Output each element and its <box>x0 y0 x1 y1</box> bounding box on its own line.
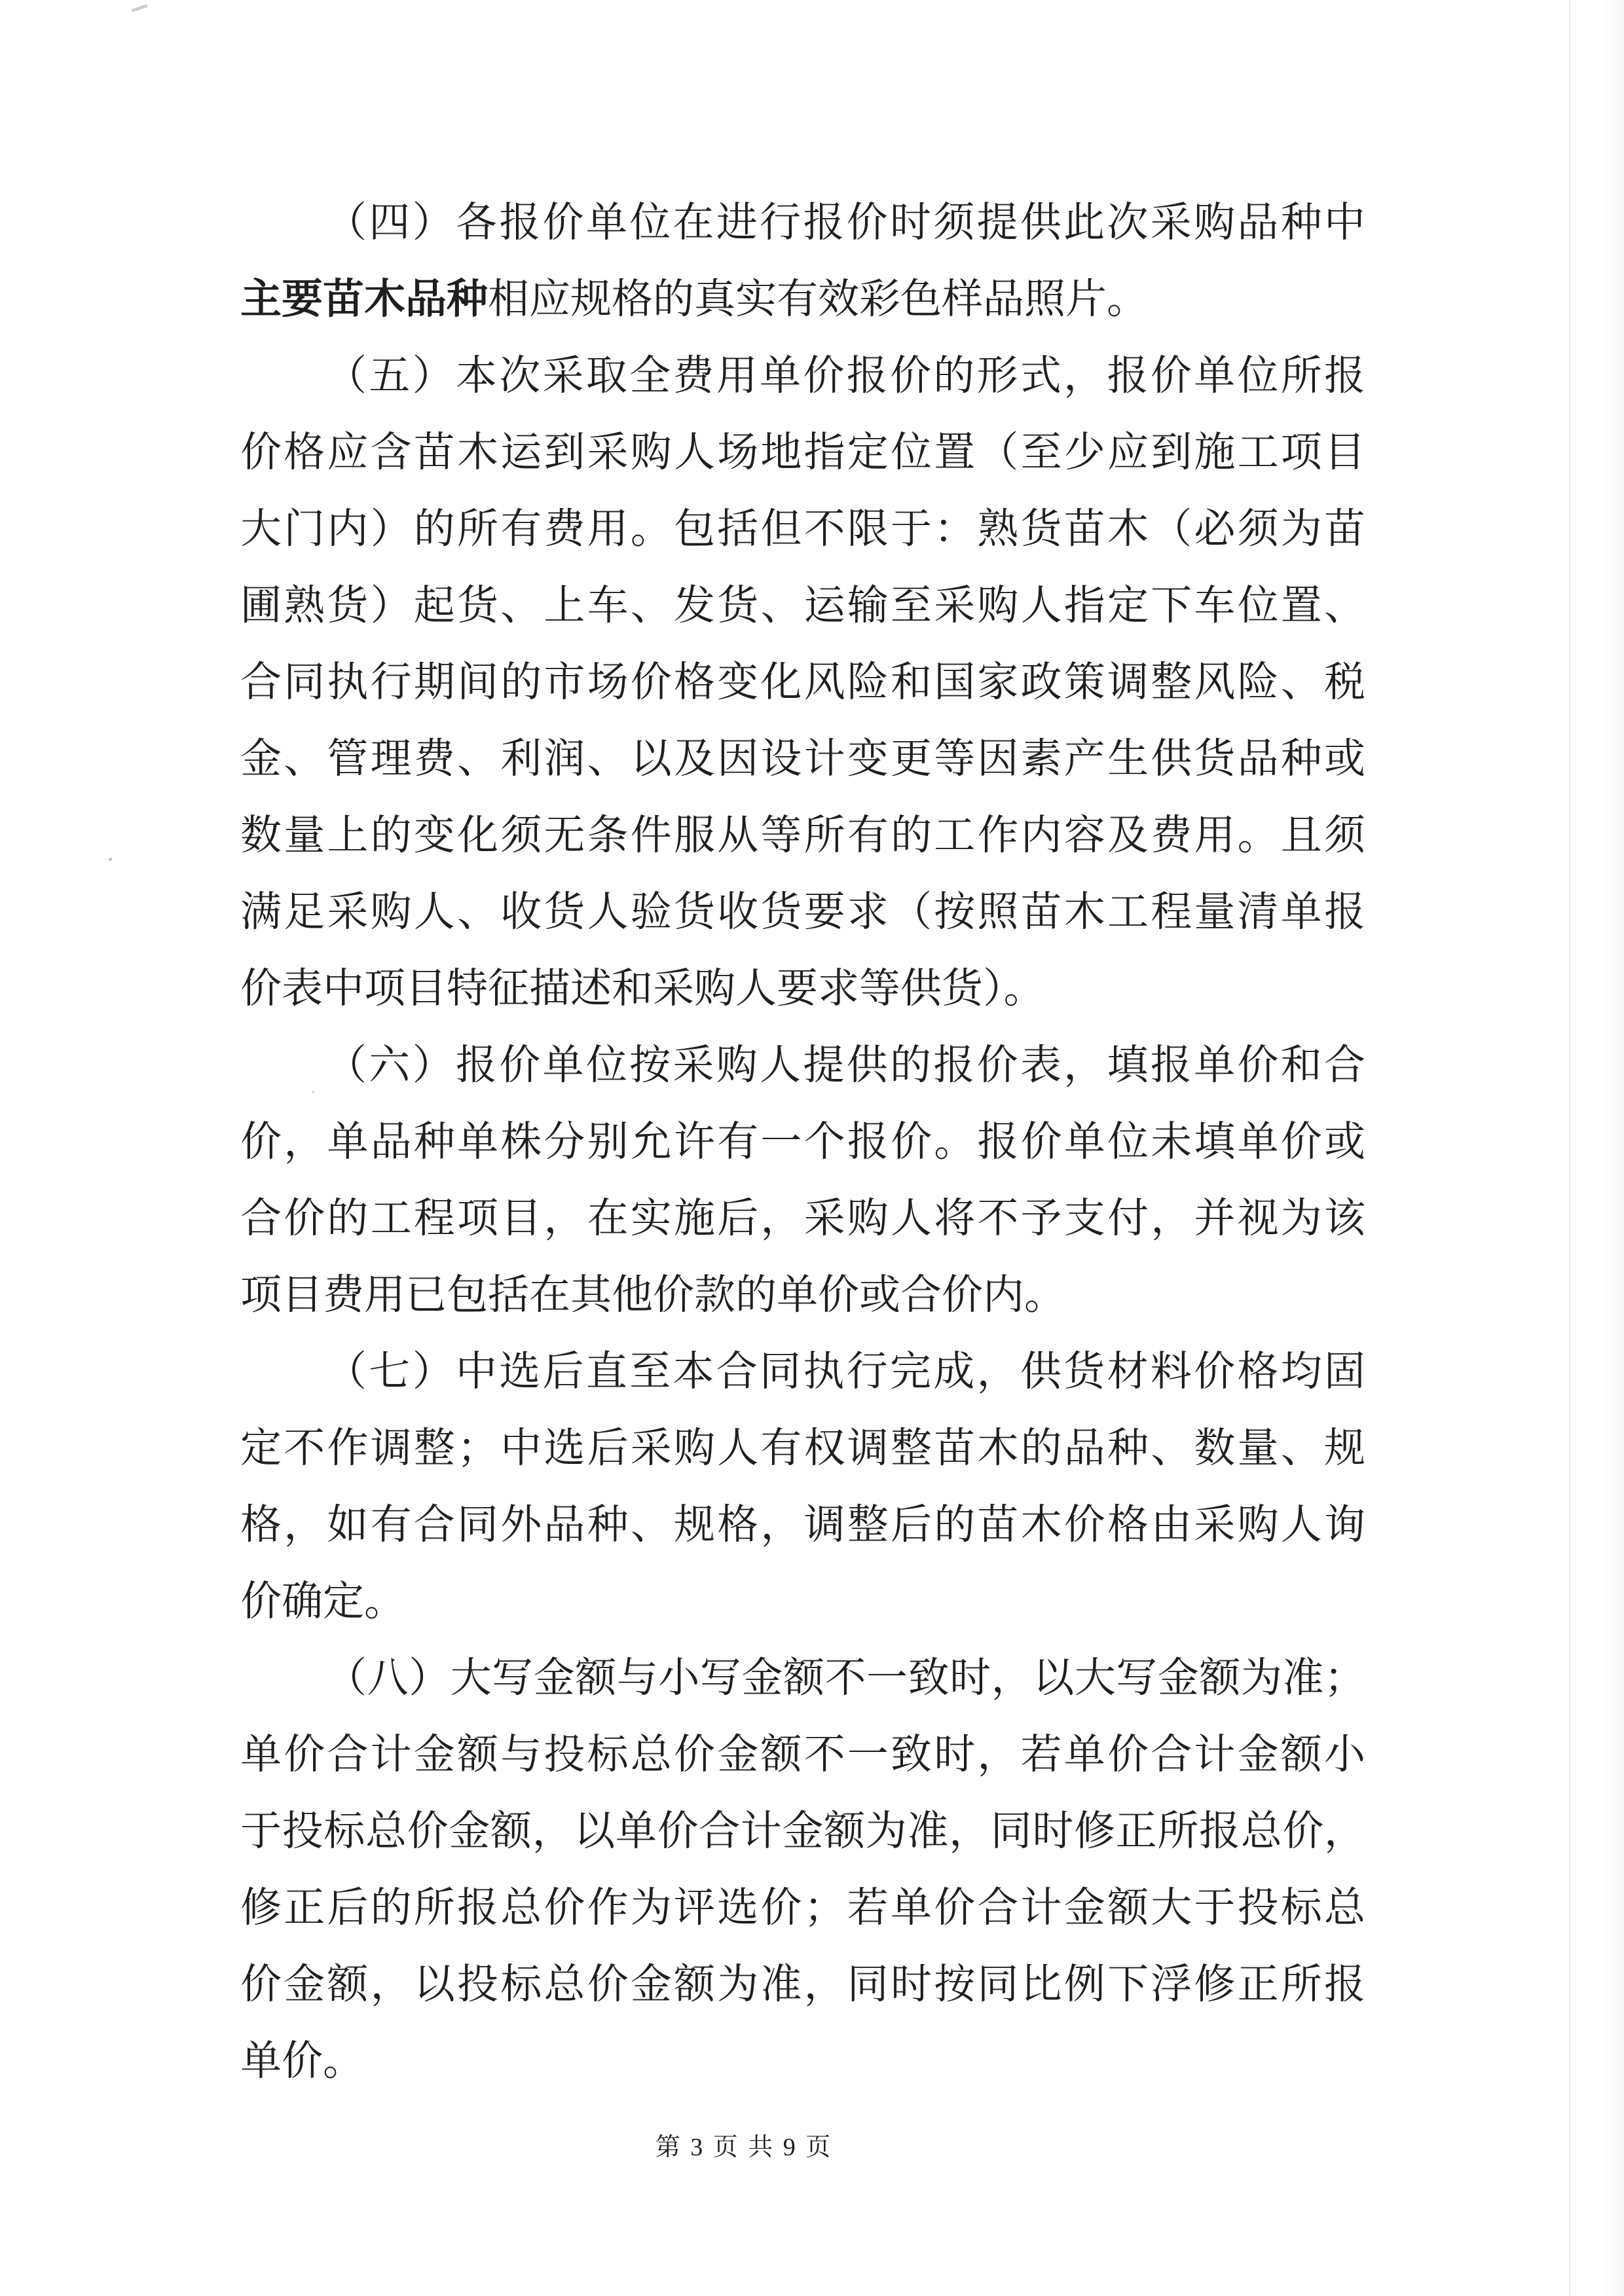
document-body <box>240 185 1365 2100</box>
scan-speck <box>312 1091 314 1093</box>
text-line: （六）报价单位按采购人提供的报价表，填报单价和合 <box>325 1042 1365 1088</box>
text-line: （八）大写金额与小写金额不一致时，以大写金额为准； <box>325 1655 1365 1701</box>
text-line: 格，如有合同外品种、规格，调整后的苗木价格由采购人询 <box>240 1502 1365 1548</box>
paragraph-clause-8 <box>240 1640 1365 2100</box>
text-line: 圃熟货）起货、上车、发货、运输至采购人指定下车位置、 <box>240 583 1365 629</box>
text-line: 价金额，以投标总价金额为准，同时按同比例下浮修正所报 <box>240 1961 1365 2007</box>
scan-edge-shadow <box>1600 0 1624 2296</box>
paragraph-clause-5 <box>240 338 1365 1027</box>
text-line: 单价合计金额与投标总价金额不一致时，若单价合计金额小 <box>240 1732 1365 1777</box>
text-line <box>240 261 1365 338</box>
text-line: 价，单品种单株分别允许有一个报价。报价单位未填单价或 <box>240 1119 1365 1165</box>
paragraph-clause-6 <box>240 1027 1365 1334</box>
text-line: （五）本次采取全费用单价报价的形式，报价单位所报 <box>325 353 1365 399</box>
text-line: 修正后的所报总价作为评选价；若单价合计金额大于投标总 <box>240 1885 1365 1931</box>
text-line: 数量上的变化须无条件服从等所有的工作内容及费用。且须 <box>240 812 1365 858</box>
scan-speck <box>109 858 112 861</box>
text-line: 价确定。 <box>240 1578 405 1624</box>
text-line: 大门内）的所有费用。包括但不限于：熟货苗木（必须为苗 <box>240 506 1365 552</box>
text-line: （四）各报价单位在进行报价时须提供此次采购品种中 <box>325 200 1365 246</box>
page-number-footer: 第 3 页 共 9 页 <box>655 2134 833 2161</box>
text-line: 项目费用已包括在其他价款的单价或合价内。 <box>240 1272 1065 1318</box>
text-line: 合同执行期间的市场价格变化风险和国家政策调整风险、税 <box>240 659 1365 705</box>
scan-crease-line <box>1569 0 1570 2296</box>
text-line: 单价。 <box>240 2038 364 2084</box>
text-line: 价格应含苗木运到采购人场地指定位置（至少应到施工项目 <box>240 429 1365 475</box>
paragraph-clause-4 <box>240 185 1365 338</box>
scan-speck <box>131 4 148 12</box>
text-line: 满足采购人、收货人验货收货要求（按照苗木工程量清单报 <box>240 889 1365 935</box>
text-line: （七）中选后直至本合同执行完成，供货材料价格均固 <box>325 1349 1365 1394</box>
paragraph-clause-7 <box>240 1334 1365 1640</box>
bold-text-run: 主要苗木品种 <box>240 276 488 322</box>
text-line: 金、管理费、利润、以及因设计变更等因素产生供货品种或 <box>240 736 1365 782</box>
line-text: 相应规格的真实有效彩色样品照片。 <box>488 276 1148 322</box>
text-line: 定不作调整；中选后采购人有权调整苗木的品种、数量、规 <box>240 1425 1365 1471</box>
text-line: 于投标总价金额，以单价合计金额为准，同时修正所报总价， <box>240 1808 1365 1854</box>
text-line: 合价的工程项目，在实施后，采购人将不予支付，并视为该 <box>240 1195 1365 1241</box>
text-line: 价表中项目特征描述和采购人要求等供货）。 <box>240 966 1045 1011</box>
